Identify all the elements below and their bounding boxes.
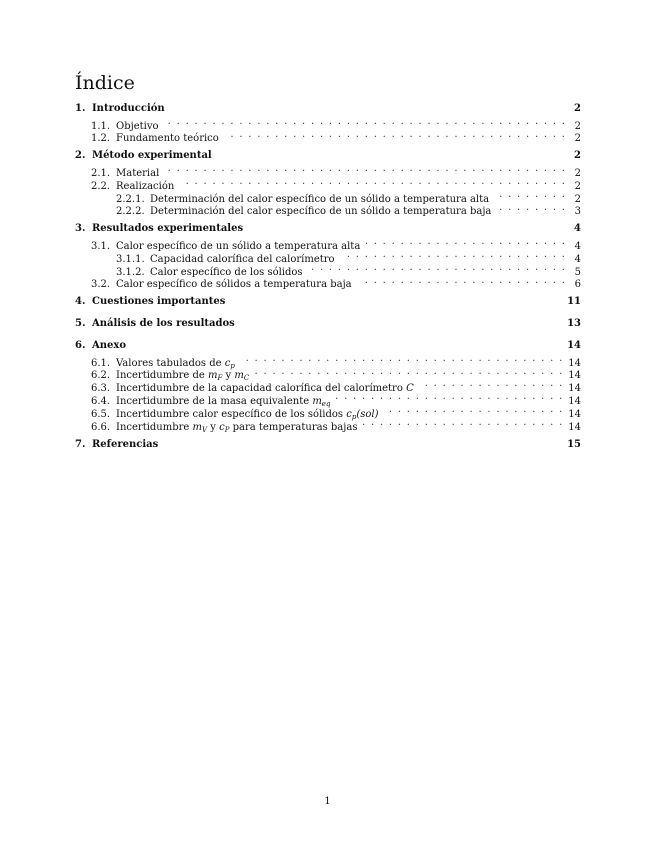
toc-entry-page: 6: [574, 279, 581, 291]
toc-entry-page: 14: [568, 421, 581, 433]
toc-section: [75, 339, 581, 434]
toc-entry-title-text: Resultados experimentales: [92, 223, 244, 235]
toc-entry-number: 1.: [75, 103, 86, 114]
toc-entry-number: 2.2.: [91, 180, 111, 192]
toc-dot-leader: [165, 163, 565, 176]
math-symbol: $m_{eq}$: [312, 395, 331, 408]
toc-dot-leader: [366, 236, 565, 249]
toc-entry-title-text: Determinación del calor específico de un sólido a temperatura baja: [150, 206, 492, 218]
toc-entry-page: 2: [574, 133, 581, 145]
toc-entry-title-text: Objetivo: [116, 120, 159, 132]
toc-entry-title: [92, 439, 158, 452]
math-symbol: $c_p$: [224, 357, 235, 370]
toc-entry-title-text: Calor específico de sólidos a temperatura baja: [116, 279, 352, 291]
toc-dot-leader: [341, 249, 565, 262]
toc-entry-number: 6.3.: [91, 383, 111, 395]
toc-entry[interactable]: [75, 340, 581, 353]
toc-entry-page: 2: [574, 193, 581, 205]
toc-entry-page: 14: [568, 383, 581, 395]
toc-entry-title-text: Método experimental: [92, 150, 212, 162]
toc-entry-title: [92, 223, 243, 236]
toc-entry-title: [116, 121, 159, 134]
toc-entry-number: 6.4.: [91, 395, 111, 407]
toc-entry-page: 5: [574, 266, 581, 278]
toc-entry-page: 13: [567, 318, 581, 330]
toc-entry-title-text: Valores tabulados de: [116, 357, 222, 369]
toc-entry-title-text: Análisis de los resultados: [92, 318, 235, 330]
toc-entry-title-text: Material: [116, 167, 160, 179]
toc-entry-page: 14: [567, 339, 581, 351]
toc-dot-leader: [180, 176, 565, 189]
toc-entry-title-text: Fundamento teórico: [116, 133, 219, 145]
toc-entry-title-text: Incertidumbre de: [116, 370, 205, 382]
toc-entry-page: 14: [568, 395, 581, 407]
toc-entry-number: 6.5.: [91, 408, 111, 420]
toc-entry-title: [92, 340, 126, 353]
toc-entry-number: 1.2.: [91, 133, 111, 145]
toc-section: [75, 439, 581, 452]
toc-section: [75, 103, 581, 145]
toc-entry-number: 7.: [75, 438, 86, 450]
toc-entry-page: 14: [568, 408, 581, 420]
toc-section: [75, 296, 581, 309]
toc-entry-title: [92, 318, 235, 331]
toc-entry-number: 6.6.: [91, 421, 111, 433]
toc-entry-title-text: Cuestiones importantes: [92, 296, 226, 308]
toc-entry-title: [116, 168, 159, 181]
math-symbol: $m_F$: [208, 370, 223, 383]
toc-entry-title-text: y: [210, 421, 216, 433]
toc-entry-title-text: Realización: [116, 180, 175, 192]
toc-entry-title: [150, 254, 335, 267]
toc-entry-title: [116, 396, 330, 409]
toc-dot-leader: [225, 129, 565, 142]
toc-entry-page: 2: [574, 180, 581, 192]
math-symbol: $c_p(sol)$: [346, 408, 379, 421]
toc-dot-leader: [165, 116, 565, 129]
toc-entry-title: [150, 267, 303, 280]
toc-entry-title: [116, 181, 174, 194]
table-of-contents: [75, 103, 581, 460]
toc-entry-title-text: y: [225, 370, 232, 382]
toc-entry-number: 3.1.1.: [116, 253, 145, 265]
toc-section: [75, 150, 581, 218]
toc-entry-number: 6.: [75, 339, 86, 351]
toc-entry-page: 2: [574, 103, 581, 114]
toc-section: [75, 223, 581, 291]
toc-entry-number: 2.: [75, 150, 86, 162]
toc-section: [75, 318, 581, 331]
toc-dot-leader: [309, 262, 565, 275]
toc-entry-number: 2.2.2.: [116, 206, 145, 218]
toc-dot-leader: [495, 189, 565, 202]
toc-entry-title: [92, 103, 165, 116]
toc-dot-leader: [497, 202, 565, 215]
page-title: Índice: [75, 72, 135, 94]
toc-entry-title: [150, 194, 489, 207]
page-number: 1: [324, 796, 331, 807]
toc-entry-number: 3.: [75, 223, 86, 235]
toc-entry-title: [92, 150, 212, 163]
toc-entry[interactable]: [75, 150, 581, 163]
toc-entry-title: [116, 370, 249, 383]
toc-entry-title-text: Anexo: [92, 339, 127, 351]
toc-entry[interactable]: [75, 318, 581, 331]
toc-entry-title: [116, 409, 378, 422]
toc-entry-page: 14: [568, 357, 581, 369]
toc-entry-number: 4.: [75, 296, 86, 308]
toc-dot-leader: [336, 391, 562, 404]
toc-entry[interactable]: [75, 223, 581, 236]
toc-entry-page: 14: [568, 370, 581, 382]
toc-entry-title: [116, 133, 219, 146]
toc-entry-title-text: Incertidumbre calor específico de los sólidos: [116, 408, 344, 420]
toc-entry-number: 3.1.2.: [116, 266, 145, 278]
math-symbol: $c_P$: [219, 421, 230, 434]
toc-dot-leader: [363, 417, 562, 430]
toc-dot-leader: [358, 275, 565, 288]
math-symbol: $m_C$: [234, 370, 250, 383]
toc-entry-page: 3: [574, 206, 581, 218]
toc-entry-page: 15: [567, 438, 581, 450]
toc-entry-title-text: Incertidumbre de la capacidad calorífica del calorímetro: [116, 383, 403, 395]
toc-entry-page: 4: [574, 223, 581, 235]
toc-dot-leader: [241, 353, 562, 366]
toc-entry-number: 5.: [75, 318, 86, 330]
toc-entry-number: 6.1.: [91, 357, 111, 369]
toc-entry-title: [116, 279, 352, 292]
toc-entry[interactable]: [75, 439, 581, 452]
toc-entry-page: 2: [574, 120, 581, 132]
toc-entry[interactable]: [75, 296, 581, 309]
toc-entry-title-text: para temperaturas bajas: [232, 421, 358, 433]
toc-entry-page: 4: [574, 253, 581, 265]
toc-entry-page: 2: [574, 150, 581, 162]
toc-entry-title: [116, 422, 357, 435]
toc-entry-number: 3.1.: [91, 240, 111, 252]
math-symbol: C: [406, 383, 414, 395]
toc-entry-page: 11: [567, 296, 581, 308]
toc-dot-leader: [420, 378, 563, 391]
toc-entry[interactable]: [75, 116, 581, 132]
toc-entry-number: 3.2.: [91, 279, 111, 291]
toc-dot-leader: [384, 404, 562, 417]
toc-entry-number: 2.1.: [91, 167, 111, 179]
toc-entry-number: 6.2.: [91, 370, 111, 382]
toc-entry-title-text: Calor específico de un sólido a temperatura alta: [116, 240, 361, 252]
toc-entry-number: 1.1.: [91, 120, 111, 132]
toc-entry-title-text: Introducción: [92, 103, 165, 114]
toc-entry-page: 4: [574, 240, 581, 252]
toc-entry-title: [150, 206, 491, 219]
toc-entry[interactable]: [75, 103, 581, 116]
toc-entry-number: 2.2.1.: [116, 193, 145, 205]
toc-entry-title-text: Calor específico de los sólidos: [150, 266, 303, 278]
toc-entry-title-text: Capacidad calorífica del calorímetro: [150, 253, 335, 265]
math-symbol: $m_V$: [192, 421, 208, 434]
toc-entry[interactable]: [75, 236, 581, 252]
toc-entry-title: [92, 296, 225, 309]
toc-entry-title-text: Incertidumbre de la masa equivalente: [116, 395, 310, 407]
toc-entry-title: [116, 358, 235, 371]
toc-entry-title-text: Referencias: [92, 438, 159, 450]
toc-entry[interactable]: [75, 353, 581, 370]
toc-entry-title: [116, 241, 360, 254]
toc-entry[interactable]: [75, 163, 581, 179]
toc-entry-page: 2: [574, 167, 581, 179]
toc-entry-title-text: Determinación del calor específico de un sólido a temperatura alta: [150, 193, 490, 205]
toc-dot-leader: [255, 366, 562, 379]
toc-entry-title-text: Incertidumbre: [116, 421, 190, 433]
